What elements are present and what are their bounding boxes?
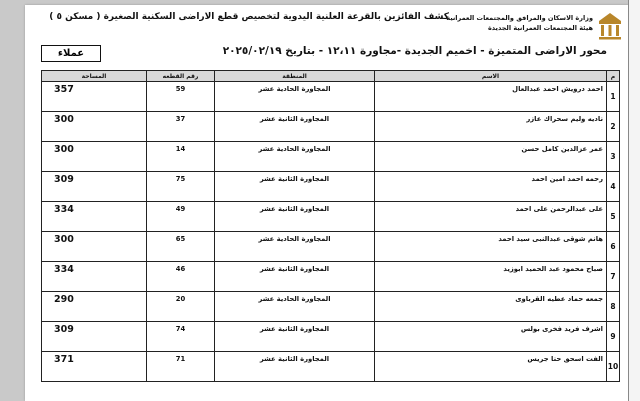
- column-header-index: م: [607, 71, 620, 82]
- plot-number: 65: [147, 232, 215, 262]
- row-index: 2: [607, 112, 620, 142]
- region-cell: المجاورة الثانية عشر: [215, 112, 375, 142]
- plot-number: 74: [147, 322, 215, 352]
- region-cell: المجاورة الحادية عشر: [215, 82, 375, 112]
- region-cell: المجاورة الحادية عشر: [215, 142, 375, 172]
- table-row: [42, 172, 620, 202]
- winner-name: الفت اسحق حنا جريس: [375, 352, 607, 382]
- region-cell: المجاورة الحادية عشر: [215, 292, 375, 322]
- table-row: [42, 202, 620, 232]
- category-label: عملاء: [41, 45, 101, 62]
- table-row: [42, 232, 620, 262]
- region-cell: المجاورة الثانية عشر: [215, 262, 375, 292]
- table-row: [42, 82, 620, 112]
- ministry-name: [433, 13, 593, 33]
- area-cell: 300: [42, 112, 147, 142]
- column-header-plot: رقم القطعه: [147, 71, 215, 82]
- authority-line: هيئة المجتمعات العمرانية الجديدة: [487, 24, 593, 32]
- winner-name: على عبدالرحمن على احمد: [375, 202, 607, 232]
- winner-name: صباح محمود عبد الحميد ابوزيد: [375, 262, 607, 292]
- table-row: [42, 142, 620, 172]
- document-title: كشف الفائزين بالقرعة العلنية اليدوية لتخصيص قطع الاراضى السكنية الصغيرة ( مسكن ٥ ): [49, 12, 449, 22]
- subheader: [41, 44, 613, 62]
- plot-number: 49: [147, 202, 215, 232]
- row-index: 1: [607, 82, 620, 112]
- row-index: 10: [607, 352, 620, 382]
- axis-title: محور الاراضى المتميزة - اخميم الجديدة -مجاورة ١٢،١١ - بتاريخ ٢٠٢٥/٠٢/١٩: [222, 45, 607, 57]
- plot-number: 75: [147, 172, 215, 202]
- plot-number: 20: [147, 292, 215, 322]
- column-header-name: الاسم: [375, 71, 607, 82]
- plot-number: 59: [147, 82, 215, 112]
- area-cell: 357: [42, 82, 147, 112]
- winners-table: [41, 70, 620, 382]
- area-cell: 290: [42, 292, 147, 322]
- winner-name: رحمه احمد امين احمد: [375, 172, 607, 202]
- table-header-row: [42, 71, 620, 82]
- winner-name: عمر عزالدين كامل حسن: [375, 142, 607, 172]
- column-header-region: المنطقة: [215, 71, 375, 82]
- area-cell: 334: [42, 202, 147, 232]
- area-cell: 371: [42, 352, 147, 382]
- table-row: [42, 262, 620, 292]
- region-cell: المجاورة الثانية عشر: [215, 202, 375, 232]
- region-cell: المجاورة الحادية عشر: [215, 232, 375, 262]
- table-row: [42, 322, 620, 352]
- winner-name: احمد درويش احمد عبدالعال: [375, 82, 607, 112]
- table-row: [42, 292, 620, 322]
- document-page: [25, 5, 629, 401]
- winner-name: جمعه حماد عطيه القرباوى: [375, 292, 607, 322]
- region-cell: المجاورة الثانية عشر: [215, 352, 375, 382]
- row-index: 4: [607, 172, 620, 202]
- row-index: 6: [607, 232, 620, 262]
- table-row: [42, 112, 620, 142]
- winner-name: ناديه وليم سحراك عازر: [375, 112, 607, 142]
- region-cell: المجاورة الثانية عشر: [215, 172, 375, 202]
- viewer-edge: [628, 0, 640, 401]
- row-index: 7: [607, 262, 620, 292]
- ministry-logo-icon: [597, 11, 623, 41]
- region-cell: المجاورة الثانية عشر: [215, 322, 375, 352]
- area-cell: 300: [42, 232, 147, 262]
- area-cell: 309: [42, 322, 147, 352]
- row-index: 8: [607, 292, 620, 322]
- area-cell: 334: [42, 262, 147, 292]
- table-row: [42, 352, 620, 382]
- document-header: [25, 5, 629, 47]
- column-header-area: المساحة: [42, 71, 147, 82]
- ministry-line: وزارة الاسكان والمرافق والمجتمعات العمرانية: [446, 14, 593, 22]
- winner-name: اشرف فريد فخرى بولس: [375, 322, 607, 352]
- plot-number: 14: [147, 142, 215, 172]
- area-cell: 309: [42, 172, 147, 202]
- plot-number: 46: [147, 262, 215, 292]
- row-index: 9: [607, 322, 620, 352]
- winner-name: هانم شوقى عبدالنبى سيد احمد: [375, 232, 607, 262]
- row-index: 3: [607, 142, 620, 172]
- area-cell: 300: [42, 142, 147, 172]
- row-index: 5: [607, 202, 620, 232]
- plot-number: 37: [147, 112, 215, 142]
- plot-number: 71: [147, 352, 215, 382]
